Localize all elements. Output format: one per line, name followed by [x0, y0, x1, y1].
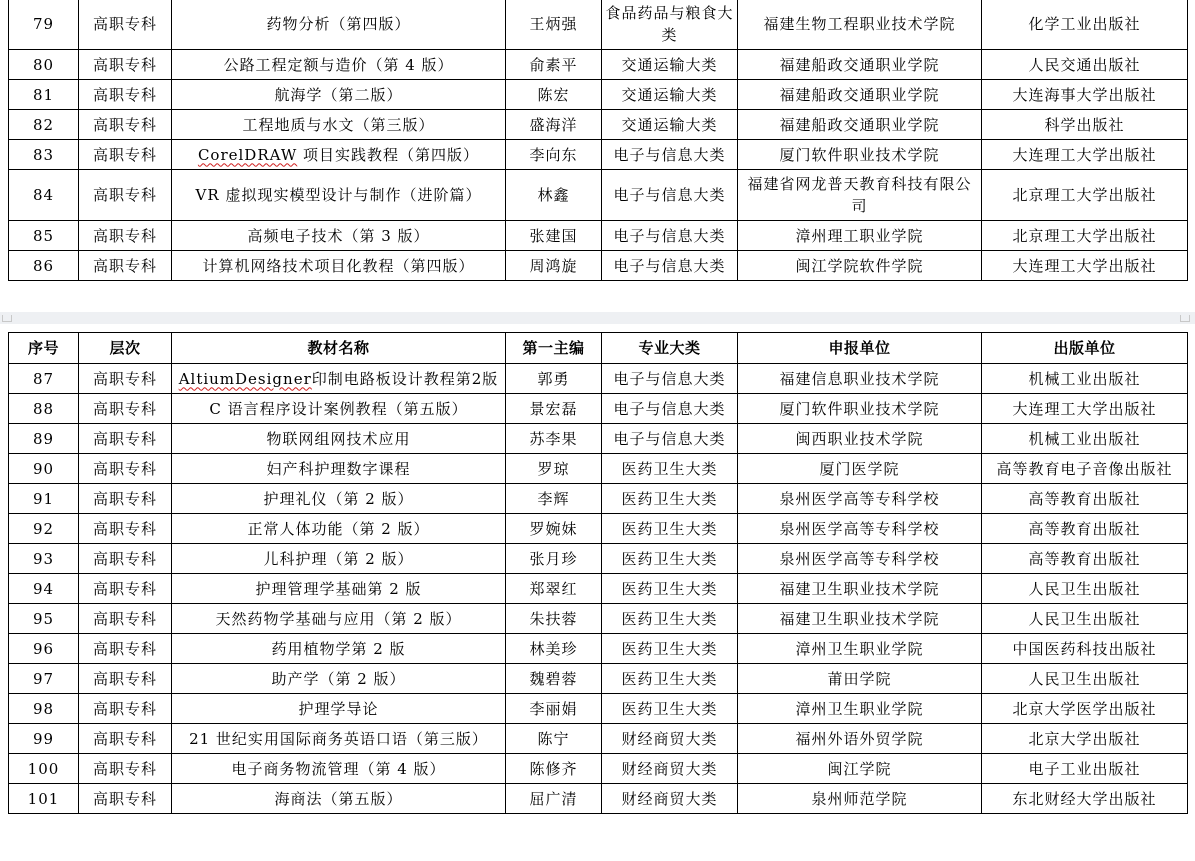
cell-level: 高职专科: [79, 140, 172, 170]
cell-applicant-unit: 泉州师范学院: [738, 784, 982, 814]
cell-level: 高职专科: [79, 251, 172, 281]
cell-chief-editor: 陈修齐: [506, 754, 602, 784]
cell-applicant-unit: 福建省网龙普天教育科技有限公司: [738, 170, 982, 221]
cell-applicant-unit: 福建卫生职业技术学院: [738, 574, 982, 604]
cell-level: 高职专科: [79, 634, 172, 664]
cell-applicant-unit: 福建船政交通职业学院: [738, 50, 982, 80]
page-corner-mark: [2, 315, 12, 322]
cell-applicant-unit: 闽西职业技术学院: [738, 424, 982, 454]
cell-textbook-name: 正常人体功能（第 2 版）: [172, 514, 506, 544]
cell-index: 80: [9, 50, 79, 80]
cell-chief-editor: 苏李果: [506, 424, 602, 454]
cell-textbook-name: 高频电子技术（第 3 版）: [172, 221, 506, 251]
cell-level: 高职专科: [79, 754, 172, 784]
cell-level: 高职专科: [79, 221, 172, 251]
cell-level: 高职专科: [79, 364, 172, 394]
table-row: [9, 251, 1188, 281]
table-row: [9, 424, 1188, 454]
cell-index: 101: [9, 784, 79, 814]
cell-publisher: 高等教育电子音像出版社: [982, 454, 1188, 484]
cell-chief-editor: 林美珍: [506, 634, 602, 664]
cell-level: 高职专科: [79, 514, 172, 544]
textbook-table-continued: [8, 0, 1188, 281]
cell-index: 99: [9, 724, 79, 754]
cell-textbook-name: 计算机网络技术项目化教程（第四版）: [172, 251, 506, 281]
cell-textbook-name: 护理礼仪（第 2 版）: [172, 484, 506, 514]
cell-applicant-unit: 泉州医学高等专科学校: [738, 514, 982, 544]
table-row: [9, 694, 1188, 724]
cell-publisher: 大连理工大学出版社: [982, 251, 1188, 281]
table-row: [9, 664, 1188, 694]
cell-publisher: 高等教育出版社: [982, 544, 1188, 574]
header-index: 序号: [9, 333, 79, 364]
cell-publisher: 电子工业出版社: [982, 754, 1188, 784]
cell-major-category: 电子与信息大类: [602, 221, 738, 251]
cell-applicant-unit: 漳州卫生职业学院: [738, 694, 982, 724]
cell-publisher: 北京大学医学出版社: [982, 694, 1188, 724]
page-corner-mark: [1180, 315, 1190, 322]
cell-major-category: 医药卫生大类: [602, 574, 738, 604]
cell-textbook-name: 助产学（第 2 版）: [172, 664, 506, 694]
cell-major-category: 电子与信息大类: [602, 140, 738, 170]
header-textbook-name: 教材名称: [172, 333, 506, 364]
cell-publisher: 大连理工大学出版社: [982, 394, 1188, 424]
cell-publisher: 人民交通出版社: [982, 50, 1188, 80]
table-row: [9, 784, 1188, 814]
cell-index: 100: [9, 754, 79, 784]
cell-textbook-name: 物联网组网技术应用: [172, 424, 506, 454]
cell-chief-editor: 李辉: [506, 484, 602, 514]
header-major-category: 专业大类: [602, 333, 738, 364]
table-row: [9, 110, 1188, 140]
table-row: [9, 634, 1188, 664]
cell-applicant-unit: 漳州卫生职业学院: [738, 634, 982, 664]
cell-major-category: 交通运输大类: [602, 50, 738, 80]
cell-chief-editor: 周鸿旋: [506, 251, 602, 281]
cell-level: 高职专科: [79, 454, 172, 484]
document-page-2: [0, 324, 1195, 861]
cell-publisher: 机械工业出版社: [982, 424, 1188, 454]
cell-publisher: 人民卫生出版社: [982, 664, 1188, 694]
table-row: [9, 544, 1188, 574]
cell-level: 高职专科: [79, 80, 172, 110]
cell-chief-editor: 俞素平: [506, 50, 602, 80]
table-row: [9, 394, 1188, 424]
cell-major-category: 医药卫生大类: [602, 454, 738, 484]
table-row: [9, 754, 1188, 784]
cell-index: 82: [9, 110, 79, 140]
cell-chief-editor: 罗婉妹: [506, 514, 602, 544]
cell-level: 高职专科: [79, 50, 172, 80]
table-row: [9, 170, 1188, 221]
cell-applicant-unit: 泉州医学高等专科学校: [738, 484, 982, 514]
cell-major-category: 医药卫生大类: [602, 664, 738, 694]
cell-index: 89: [9, 424, 79, 454]
cell-level: 高职专科: [79, 694, 172, 724]
cell-major-category: 电子与信息大类: [602, 251, 738, 281]
cell-major-category: 财经商贸大类: [602, 754, 738, 784]
cell-index: 97: [9, 664, 79, 694]
cell-chief-editor: 郑翠红: [506, 574, 602, 604]
header-applicant-unit: 申报单位: [738, 333, 982, 364]
cell-publisher: 中国医药科技出版社: [982, 634, 1188, 664]
cell-textbook-name: 21 世纪实用国际商务英语口语（第三版）: [172, 724, 506, 754]
cell-textbook-name: 妇产科护理数字课程: [172, 454, 506, 484]
cell-level: 高职专科: [79, 664, 172, 694]
cell-publisher: 大连海事大学出版社: [982, 80, 1188, 110]
cell-chief-editor: 张建国: [506, 221, 602, 251]
cell-level: 高职专科: [79, 0, 172, 50]
cell-applicant-unit: 厦门软件职业技术学院: [738, 140, 982, 170]
cell-chief-editor: 王炳强: [506, 0, 602, 50]
cell-publisher: 东北财经大学出版社: [982, 784, 1188, 814]
cell-level: 高职专科: [79, 394, 172, 424]
cell-chief-editor: 李向东: [506, 140, 602, 170]
cell-chief-editor: 陈宁: [506, 724, 602, 754]
cell-chief-editor: 盛海洋: [506, 110, 602, 140]
header-chief-editor: 第一主编: [506, 333, 602, 364]
cell-index: 79: [9, 0, 79, 50]
page-break: [0, 312, 1195, 324]
cell-index: 91: [9, 484, 79, 514]
cell-major-category: 财经商贸大类: [602, 784, 738, 814]
cell-applicant-unit: 福建生物工程职业技术学院: [738, 0, 982, 50]
cell-textbook-name: 护理学导论: [172, 694, 506, 724]
table-row: [9, 454, 1188, 484]
cell-major-category: 财经商贸大类: [602, 724, 738, 754]
cell-publisher: 机械工业出版社: [982, 364, 1188, 394]
cell-applicant-unit: 厦门软件职业技术学院: [738, 394, 982, 424]
table-row: [9, 574, 1188, 604]
document-page-1: [0, 0, 1195, 312]
cell-publisher: 人民卫生出版社: [982, 574, 1188, 604]
cell-major-category: 交通运输大类: [602, 80, 738, 110]
cell-applicant-unit: 福建船政交通职业学院: [738, 110, 982, 140]
cell-chief-editor: 李丽娟: [506, 694, 602, 724]
cell-chief-editor: 屈广清: [506, 784, 602, 814]
cell-major-category: 电子与信息大类: [602, 394, 738, 424]
header-publisher: 出版单位: [982, 333, 1188, 364]
cell-textbook-name: 药用植物学第 2 版: [172, 634, 506, 664]
cell-index: 92: [9, 514, 79, 544]
table-row: [9, 50, 1188, 80]
cell-index: 98: [9, 694, 79, 724]
cell-level: 高职专科: [79, 604, 172, 634]
cell-publisher: 北京大学出版社: [982, 724, 1188, 754]
cell-textbook-name: 公路工程定额与造价（第 4 版）: [172, 50, 506, 80]
cell-publisher: 北京理工大学出版社: [982, 170, 1188, 221]
textbook-table: [8, 332, 1188, 814]
cell-publisher: 高等教育出版社: [982, 484, 1188, 514]
cell-textbook-name: 药物分析（第四版）: [172, 0, 506, 50]
cell-publisher: 北京理工大学出版社: [982, 221, 1188, 251]
cell-major-category: 医药卫生大类: [602, 634, 738, 664]
cell-chief-editor: 林鑫: [506, 170, 602, 221]
table-row: [9, 484, 1188, 514]
cell-level: 高职专科: [79, 784, 172, 814]
cell-major-category: 医药卫生大类: [602, 514, 738, 544]
cell-chief-editor: 罗琼: [506, 454, 602, 484]
cell-level: 高职专科: [79, 724, 172, 754]
cell-level: 高职专科: [79, 424, 172, 454]
cell-level: 高职专科: [79, 110, 172, 140]
cell-textbook-name: VR 虚拟现实模型设计与制作（进阶篇）: [172, 170, 506, 221]
cell-publisher: 科学出版社: [982, 110, 1188, 140]
cell-applicant-unit: 闽江学院软件学院: [738, 251, 982, 281]
cell-index: 84: [9, 170, 79, 221]
cell-index: 81: [9, 80, 79, 110]
cell-major-category: 电子与信息大类: [602, 170, 738, 221]
cell-publisher: 大连理工大学出版社: [982, 140, 1188, 170]
cell-applicant-unit: 闽江学院: [738, 754, 982, 784]
cell-applicant-unit: 福州外语外贸学院: [738, 724, 982, 754]
table-row: [9, 0, 1188, 50]
cell-publisher: 高等教育出版社: [982, 514, 1188, 544]
cell-index: 85: [9, 221, 79, 251]
cell-chief-editor: 郭勇: [506, 364, 602, 394]
table-row: [9, 80, 1188, 110]
table-row: [9, 724, 1188, 754]
cell-level: 高职专科: [79, 170, 172, 221]
cell-textbook-name: CorelDRAW 项目实践教程（第四版）: [172, 140, 506, 170]
cell-index: 86: [9, 251, 79, 281]
cell-index: 83: [9, 140, 79, 170]
cell-level: 高职专科: [79, 544, 172, 574]
cell-textbook-name: 航海学（第二版）: [172, 80, 506, 110]
cell-index: 87: [9, 364, 79, 394]
cell-chief-editor: 陈宏: [506, 80, 602, 110]
table-row: [9, 604, 1188, 634]
cell-applicant-unit: 莆田学院: [738, 664, 982, 694]
cell-level: 高职专科: [79, 574, 172, 604]
cell-major-category: 医药卫生大类: [602, 694, 738, 724]
table-row: [9, 140, 1188, 170]
cell-publisher: 人民卫生出版社: [982, 604, 1188, 634]
cell-chief-editor: 景宏磊: [506, 394, 602, 424]
table-header-row: [9, 333, 1188, 364]
cell-applicant-unit: 福建船政交通职业学院: [738, 80, 982, 110]
cell-applicant-unit: 厦门医学院: [738, 454, 982, 484]
cell-major-category: 医药卫生大类: [602, 604, 738, 634]
cell-index: 94: [9, 574, 79, 604]
cell-textbook-name: 天然药物学基础与应用（第 2 版）: [172, 604, 506, 634]
cell-index: 96: [9, 634, 79, 664]
cell-chief-editor: 魏碧蓉: [506, 664, 602, 694]
table-row: [9, 364, 1188, 394]
cell-index: 93: [9, 544, 79, 574]
cell-applicant-unit: 泉州医学高等专科学校: [738, 544, 982, 574]
cell-major-category: 医药卫生大类: [602, 484, 738, 514]
cell-major-category: 医药卫生大类: [602, 544, 738, 574]
cell-index: 90: [9, 454, 79, 484]
cell-textbook-name: 电子商务物流管理（第 4 版）: [172, 754, 506, 784]
cell-textbook-name: 海商法（第五版）: [172, 784, 506, 814]
cell-major-category: 电子与信息大类: [602, 424, 738, 454]
cell-textbook-name: AltiumDesigner印制电路板设计教程第2版: [172, 364, 506, 394]
cell-applicant-unit: 漳州理工职业学院: [738, 221, 982, 251]
cell-textbook-name: 护理管理学基础第 2 版: [172, 574, 506, 604]
cell-chief-editor: 张月珍: [506, 544, 602, 574]
header-level: 层次: [79, 333, 172, 364]
cell-index: 88: [9, 394, 79, 424]
cell-index: 95: [9, 604, 79, 634]
cell-major-category: 食品药品与粮食大类: [602, 0, 738, 50]
table-row: [9, 221, 1188, 251]
cell-publisher: 化学工业出版社: [982, 0, 1188, 50]
cell-textbook-name: 儿科护理（第 2 版）: [172, 544, 506, 574]
cell-major-category: 电子与信息大类: [602, 364, 738, 394]
cell-major-category: 交通运输大类: [602, 110, 738, 140]
cell-level: 高职专科: [79, 484, 172, 514]
table-row: [9, 514, 1188, 544]
cell-chief-editor: 朱扶蓉: [506, 604, 602, 634]
cell-textbook-name: C 语言程序设计案例教程（第五版）: [172, 394, 506, 424]
cell-applicant-unit: 福建卫生职业技术学院: [738, 604, 982, 634]
cell-applicant-unit: 福建信息职业技术学院: [738, 364, 982, 394]
cell-textbook-name: 工程地质与水文（第三版）: [172, 110, 506, 140]
